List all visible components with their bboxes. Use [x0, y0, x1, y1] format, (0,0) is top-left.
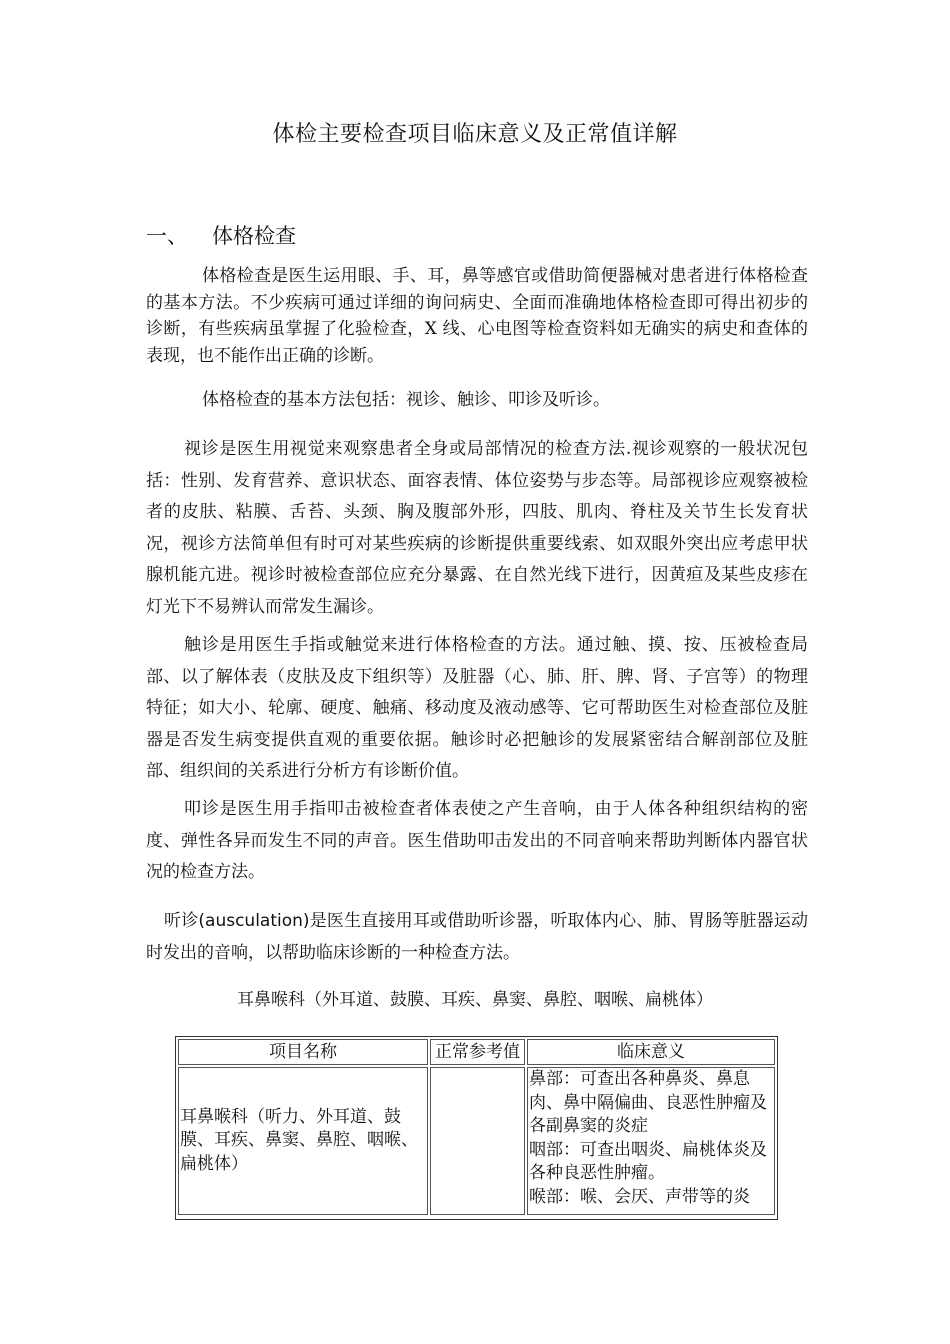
paragraph-palpation: 触诊是用医生手指或触觉来进行体格检查的方法。通过触、摸、按、压被检查局部、以了解体表（皮肤及皮下组织等）及脏器（心、肺、肝、脾、肾、子宫等）的物理特征；如大小、轮廓、硬度、触痛、移动度及液动感等、它可帮助医生对检查部位及脏器是否发生病变提供直观的重要依据。触诊时必把触诊的发展紧密结合解剖部位及脏部、组织间的关系进行分析方有诊断价值。 — [146, 635, 808, 782]
table-header-row — [178, 1039, 775, 1065]
paragraph-intro: 体格检查是医生运用眼、手、耳，鼻等感官或借助简便器械对患者进行体格检查的基本方法。不少疾病可通过详细的询问病史、全面而准确地体格检查即可得出初步的诊断，有些疾病虽掌握了化验检查，X 线、心电图等检查资料如无确实的病史和查体的表现，也不能作出正确的诊断。 — [146, 266, 808, 366]
paragraph-percussion: 叩诊是医生用手指叩击被检查者体表使之产生音响，由于人体各种组织结构的密度、弹性各异而发生不同的声音。医生借助叩击发出的不同音响来帮助判断体内器官状况的检查方法。 — [146, 799, 808, 883]
cell-item: 耳鼻喉科（听力、外耳道、鼓膜、耳疾、鼻窦、鼻腔、咽喉、扁桃体） — [178, 1067, 428, 1215]
meaning-pharynx: 咽部：可查出咽炎、扁桃体炎及各种良恶性肿瘤。 — [529, 1139, 767, 1183]
page-title: 体检主要检查项目临床意义及正常值详解 — [272, 122, 678, 147]
header-item: 项目名称 — [178, 1039, 428, 1065]
meaning-larynx: 喉部：喉、会厌、声带等的炎 — [529, 1186, 750, 1207]
meaning-nose: 鼻部：可查出各种鼻炎、鼻息肉、鼻中隔偏曲、良恶性肿瘤及各副鼻窦的炎症 — [529, 1069, 767, 1136]
cell-reference — [430, 1067, 525, 1215]
auscultation-term: (ausculation) — [198, 911, 310, 931]
exam-table-grid — [176, 1037, 777, 1217]
section-title: 体格检查 — [212, 224, 296, 248]
cell-meaning — [527, 1067, 775, 1215]
paragraph-auscultation — [146, 906, 808, 969]
header-meaning: 临床意义 — [527, 1039, 775, 1065]
table-caption: 耳鼻喉科（外耳道、鼓膜、耳疾、鼻窦、鼻腔、咽喉、扁桃体） — [237, 990, 713, 1010]
auscultation-prefix: 听诊 — [164, 911, 199, 931]
table-row — [178, 1067, 775, 1215]
paragraph-inspection: 视诊是医生用视觉来观察患者全身或局部情况的检查方法.视诊观察的一般状况包括：性别、发育营养、意识状态、面容表情、体位姿势与步态等。局部视诊应观察被检者的皮肤、粘膜、舌苔、头颈、胸及腹部外形，四肢、肌肉、脊柱及关节生长发育状况，视诊方法简单但有时可对某些疾病的诊断提供重要线索、如双眼外突出应考虑甲状腺机能亢进。视诊时被检查部位应充分暴露、在自然光线下进行，因黄疸及某些皮疹在灯光下不易辨认而常发生漏诊。 — [146, 439, 808, 617]
paragraph-methods: 体格检查的基本方法包括：视诊、触诊、叩诊及听诊。 — [202, 390, 610, 410]
exam-table — [175, 1036, 778, 1220]
header-reference: 正常参考值 — [430, 1039, 525, 1065]
auscultation-body: 是医生直接用耳或借助听诊器，听取体内心、肺、胃肠等脏器运动时发出的音响，以帮助临床诊断的一种检查方法。 — [146, 911, 809, 963]
section-number: 一、 — [146, 224, 188, 248]
section-heading — [146, 221, 296, 251]
